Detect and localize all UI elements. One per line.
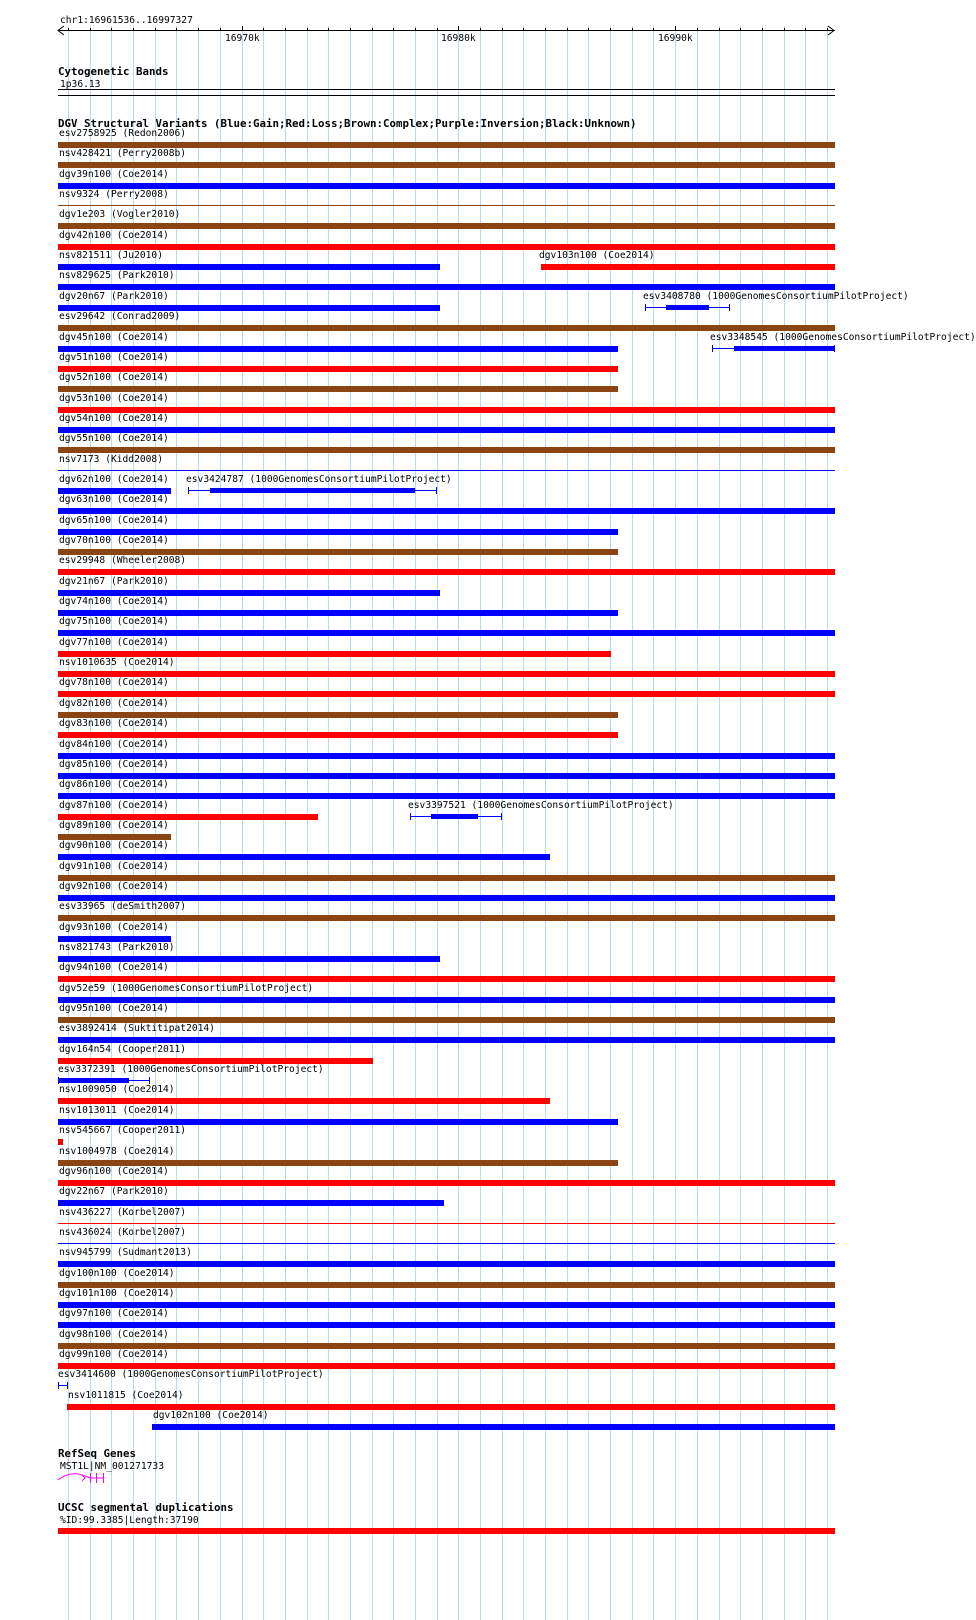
ruler-tick-label: 16990k: [658, 33, 693, 44]
sv-feature-bar[interactable]: [58, 915, 835, 921]
ruler-major-tick: [242, 26, 243, 31]
ruler-minor-tick: [827, 28, 828, 30]
sv-feature-bar[interactable]: [58, 753, 835, 759]
sv-feature-bar[interactable]: [58, 732, 618, 738]
ruler-minor-tick: [90, 28, 91, 30]
segdup-track-title: UCSC segmental duplications: [58, 1501, 234, 1514]
sv-feature-bar[interactable]: [58, 569, 835, 575]
sv-feature-label[interactable]: dgv101n100 (Coe2014): [59, 1288, 175, 1299]
sv-feature-bar[interactable]: [58, 773, 835, 779]
sv-feature-label[interactable]: nsv1013011 (Coe2014): [59, 1105, 175, 1116]
sv-feature-label[interactable]: dgv74n100 (Coe2014): [59, 596, 169, 607]
ruler-minor-tick: [111, 28, 112, 30]
sv-feature-label[interactable]: dgv65n100 (Coe2014): [59, 515, 169, 526]
sv-feature-bar[interactable]: [58, 793, 835, 799]
segdup-label[interactable]: %ID:99.3385|Length:37190: [60, 1515, 199, 1526]
sv-feature-bar[interactable]: [58, 976, 835, 982]
sv-feature-label[interactable]: esv3408780 (1000GenomesConsortiumPilotProject): [643, 291, 909, 302]
sv-feature-bar[interactable]: [58, 1180, 835, 1186]
sv-feature-label[interactable]: dgv55n100 (Coe2014): [59, 433, 169, 444]
sv-feature-bar[interactable]: [58, 1200, 444, 1206]
sv-feature-label[interactable]: nsv829625 (Park2010): [59, 270, 175, 281]
sv-feature-bar[interactable]: [541, 264, 835, 270]
cytoband-separator-top: [58, 89, 835, 90]
ruler-tick-label: 16980k: [441, 33, 476, 44]
sv-feature-bar[interactable]: [58, 997, 835, 1003]
sv-feature-span-cap: [149, 1077, 150, 1084]
sv-feature-bar[interactable]: [58, 1282, 835, 1288]
ruler-minor-tick: [653, 28, 654, 30]
sv-feature-bar[interactable]: [58, 183, 835, 189]
ruler-minor-tick: [220, 28, 221, 30]
sv-feature-bar[interactable]: [58, 1139, 63, 1145]
sv-feature-bar[interactable]: [58, 447, 835, 453]
sv-feature-label[interactable]: esv3892414 (Suktitipat2014): [59, 1023, 215, 1034]
sv-feature-label[interactable]: dgv45n100 (Coe2014): [59, 332, 169, 343]
sv-feature-label[interactable]: dgv85n100 (Coe2014): [59, 759, 169, 770]
sv-feature-label[interactable]: dgv52e59 (1000GenomesConsortiumPilotProject): [59, 983, 314, 994]
sv-feature-bar[interactable]: [58, 325, 835, 331]
sv-feature-bar[interactable]: [58, 854, 550, 860]
sv-feature-bar[interactable]: [58, 1261, 835, 1267]
ruler-minor-tick: [307, 28, 308, 30]
sv-feature-core-bar[interactable]: [431, 814, 478, 819]
refseq-gene-exon: [103, 1473, 104, 1483]
sv-feature-core-bar[interactable]: [734, 346, 835, 351]
sv-feature-bar[interactable]: [58, 1098, 550, 1104]
sv-feature-label[interactable]: dgv22n67 (Park2010): [59, 1186, 169, 1197]
sv-feature-label[interactable]: dgv96n100 (Coe2014): [59, 1166, 169, 1177]
ruler-axis: [58, 30, 835, 31]
sv-feature-label[interactable]: dgv53n100 (Coe2014): [59, 393, 169, 404]
sv-feature-label[interactable]: esv29642 (Conrad2009): [59, 311, 181, 322]
sv-feature-label[interactable]: dgv92n100 (Coe2014): [59, 881, 169, 892]
sv-feature-label[interactable]: dgv86n100 (Coe2014): [59, 779, 169, 790]
refseq-gene-label[interactable]: MST1L|NM_001271733: [60, 1461, 164, 1472]
sv-feature-bar[interactable]: [58, 691, 835, 697]
ruler-minor-tick: [697, 28, 698, 30]
ruler-minor-tick: [176, 28, 177, 30]
ruler-minor-tick: [610, 28, 611, 30]
sv-feature-label[interactable]: nsv1009050 (Coe2014): [59, 1084, 175, 1095]
sv-feature-label[interactable]: esv3348545 (1000GenomesConsortiumPilotProject): [710, 332, 976, 343]
sv-feature-label[interactable]: dgv164n54 (Cooper2011): [59, 1044, 187, 1055]
sv-feature-label[interactable]: dgv21n67 (Park2010): [59, 576, 169, 587]
ruler-minor-tick: [719, 28, 720, 30]
ruler-minor-tick: [502, 28, 503, 30]
sv-feature-span-cap: [729, 304, 730, 311]
sv-feature-label[interactable]: dgv84n100 (Coe2014): [59, 739, 169, 750]
sv-feature-label[interactable]: esv29948 (Wheeler2008): [59, 555, 187, 566]
sv-feature-label[interactable]: dgv98n100 (Coe2014): [59, 1329, 169, 1340]
sv-feature-label[interactable]: dgv83n100 (Coe2014): [59, 718, 169, 729]
sv-feature-label[interactable]: dgv91n100 (Coe2014): [59, 861, 169, 872]
sv-feature-label[interactable]: esv3397521 (1000GenomesConsortiumPilotProject): [408, 800, 674, 811]
refseq-gene-exon: [96, 1473, 97, 1483]
sv-feature-label[interactable]: dgv70n100 (Coe2014): [59, 535, 169, 546]
sv-feature-label[interactable]: esv33965 (deSmith2007): [59, 901, 187, 912]
sv-feature-label[interactable]: nsv428421 (Perry2008b): [59, 148, 187, 159]
sv-feature-label[interactable]: dgv42n100 (Coe2014): [59, 230, 169, 241]
refseq-gene-line[interactable]: [58, 1474, 104, 1480]
sv-feature-label[interactable]: nsv821511 (Ju2010): [59, 250, 163, 261]
sv-feature-label[interactable]: dgv94n100 (Coe2014): [59, 962, 169, 973]
sv-feature-label[interactable]: nsv1004978 (Coe2014): [59, 1146, 175, 1157]
sv-feature-span-cap: [712, 345, 713, 352]
ruler-minor-tick: [393, 28, 394, 30]
sv-feature-span-cap: [645, 304, 646, 311]
sv-feature-bar[interactable]: [58, 1037, 835, 1043]
sv-feature-span-cap: [67, 1382, 68, 1389]
sv-feature-label[interactable]: dgv51n100 (Coe2014): [59, 352, 169, 363]
sv-feature-bar[interactable]: [58, 284, 835, 290]
sv-feature-core-bar[interactable]: [58, 1078, 129, 1083]
ruler-minor-tick: [328, 28, 329, 30]
sv-feature-bar[interactable]: [58, 223, 835, 229]
sv-feature-label[interactable]: nsv1011815 (Coe2014): [68, 1390, 184, 1401]
sv-feature-thin-bar[interactable]: [58, 470, 835, 471]
refseq-gene-exon: [90, 1473, 91, 1483]
sv-feature-bar[interactable]: [58, 630, 835, 636]
sv-feature-bar[interactable]: [58, 162, 835, 168]
sv-feature-label[interactable]: nsv436024 (Korbel2007): [59, 1227, 187, 1238]
sv-feature-label[interactable]: dgv93n100 (Coe2014): [59, 922, 169, 933]
sv-feature-bar[interactable]: [58, 244, 835, 250]
sv-feature-label[interactable]: dgv90n100 (Coe2014): [59, 840, 169, 851]
ruler-major-tick: [675, 26, 676, 31]
ruler-minor-tick: [567, 28, 568, 30]
cytoband-label: 1p36.13: [60, 79, 101, 90]
sv-feature-label[interactable]: dgv87n100 (Coe2014): [59, 800, 169, 811]
sv-feature-bar[interactable]: [58, 386, 618, 392]
sv-feature-label[interactable]: esv3372391 (1000GenomesConsortiumPilotProject): [58, 1064, 324, 1075]
ruler-minor-tick: [740, 28, 741, 30]
sv-feature-label[interactable]: esv3414600 (1000GenomesConsortiumPilotProject): [58, 1369, 324, 1380]
sv-feature-bar[interactable]: [58, 1343, 835, 1349]
sv-feature-bar[interactable]: [58, 1322, 835, 1328]
sv-feature-label[interactable]: dgv99n100 (Coe2014): [59, 1349, 169, 1360]
sv-feature-label[interactable]: dgv100n100 (Coe2014): [59, 1268, 175, 1279]
ruler-minor-tick: [263, 28, 264, 30]
sv-feature-label[interactable]: dgv62n100 (Coe2014): [59, 474, 169, 485]
refseq-track-title: RefSeq Genes: [58, 1447, 137, 1460]
ruler-minor-tick: [805, 28, 806, 30]
sv-feature-label[interactable]: esv2758925 (Redon2006): [59, 128, 187, 139]
ruler-minor-tick: [350, 28, 351, 30]
ruler-minor-tick: [437, 28, 438, 30]
sv-feature-bar[interactable]: [58, 671, 835, 677]
ruler-minor-tick: [784, 28, 785, 30]
cytoband-track-title: Cytogenetic Bands: [58, 65, 169, 78]
ruler-major-tick: [458, 26, 459, 31]
segdup-bar[interactable]: [58, 1528, 835, 1534]
sv-feature-label[interactable]: dgv75n100 (Coe2014): [59, 616, 169, 627]
ruler-minor-tick: [198, 28, 199, 30]
sv-feature-label[interactable]: dgv1e203 (Vogler2010): [59, 209, 181, 220]
sv-feature-thin-bar[interactable]: [58, 1223, 835, 1224]
sv-feature-label[interactable]: dgv89n100 (Coe2014): [59, 820, 169, 831]
sv-feature-label[interactable]: dgv82n100 (Coe2014): [59, 698, 169, 709]
sv-feature-label[interactable]: nsv1010635 (Coe2014): [59, 657, 175, 668]
dgv-track-title: DGV Structural Variants (Blue:Gain;Red:Loss;Brown:Complex;Purple:Inversion;Black:Unknown): [58, 117, 637, 130]
ruler-minor-tick: [545, 28, 546, 30]
ruler-minor-tick: [133, 28, 134, 30]
sv-feature-label[interactable]: nsv545667 (Cooper2011): [59, 1125, 187, 1136]
sv-feature-label[interactable]: nsv821743 (Park2010): [59, 942, 175, 953]
sv-feature-label[interactable]: nsv436227 (Korbel2007): [59, 1207, 187, 1218]
sv-feature-span-cap: [501, 813, 502, 820]
sv-feature-label[interactable]: dgv54n100 (Coe2014): [59, 413, 169, 424]
sv-feature-label[interactable]: dgv52n100 (Coe2014): [59, 372, 169, 383]
sv-feature-core-bar[interactable]: [666, 305, 709, 310]
sv-feature-bar[interactable]: [152, 1424, 835, 1430]
sv-feature-label[interactable]: esv3424787 (1000GenomesConsortiumPilotProject): [186, 474, 452, 485]
sv-feature-label[interactable]: dgv103n100 (Coe2014): [539, 250, 655, 261]
sv-feature-bar[interactable]: [58, 875, 835, 881]
sv-feature-label[interactable]: dgv63n100 (Coe2014): [59, 494, 169, 505]
sv-feature-label[interactable]: dgv77n100 (Coe2014): [59, 637, 169, 648]
sv-feature-thin-bar[interactable]: [58, 205, 835, 206]
sv-feature-label[interactable]: nsv9324 (Perry2008): [59, 189, 169, 200]
sv-feature-label[interactable]: dgv39n100 (Coe2014): [59, 169, 169, 180]
ruler-location: chr1:16961536..16997327: [60, 15, 193, 26]
sv-feature-label[interactable]: nsv945799 (Sudmant2013): [59, 1247, 192, 1258]
sv-feature-label[interactable]: dgv97n100 (Coe2014): [59, 1308, 169, 1319]
sv-feature-span-cap: [58, 1382, 59, 1389]
sv-feature-label[interactable]: dgv78n100 (Coe2014): [59, 677, 169, 688]
sv-feature-bar[interactable]: [58, 407, 835, 413]
sv-feature-bar[interactable]: [58, 508, 835, 514]
ruler-minor-tick: [588, 28, 589, 30]
ruler-minor-tick: [68, 28, 69, 30]
sv-feature-span-cap: [188, 487, 189, 494]
ruler-minor-tick: [155, 28, 156, 30]
sv-feature-span-line[interactable]: [58, 1385, 68, 1386]
ruler-minor-tick: [632, 28, 633, 30]
cytoband-separator-bottom: [58, 95, 835, 96]
sv-feature-label[interactable]: dgv95n100 (Coe2014): [59, 1003, 169, 1014]
sv-feature-thin-bar[interactable]: [58, 1243, 835, 1244]
sv-feature-bar[interactable]: [58, 1302, 835, 1308]
ruler-minor-tick: [762, 28, 763, 30]
ruler-minor-tick: [372, 28, 373, 30]
ruler-minor-tick: [523, 28, 524, 30]
sv-feature-bar[interactable]: [58, 427, 835, 433]
sv-feature-span-cap: [436, 487, 437, 494]
ruler-minor-tick: [415, 28, 416, 30]
sv-feature-label[interactable]: dgv102n100 (Coe2014): [153, 1410, 269, 1421]
ruler-tick-label: 16970k: [225, 33, 260, 44]
sv-feature-core-bar[interactable]: [210, 488, 415, 493]
ruler-minor-tick: [480, 28, 481, 30]
sv-feature-span-cap: [410, 813, 411, 820]
sv-feature-label[interactable]: nsv7173 (Kidd2008): [59, 454, 163, 465]
sv-feature-label[interactable]: dgv20n67 (Park2010): [59, 291, 169, 302]
ruler-minor-tick: [285, 28, 286, 30]
